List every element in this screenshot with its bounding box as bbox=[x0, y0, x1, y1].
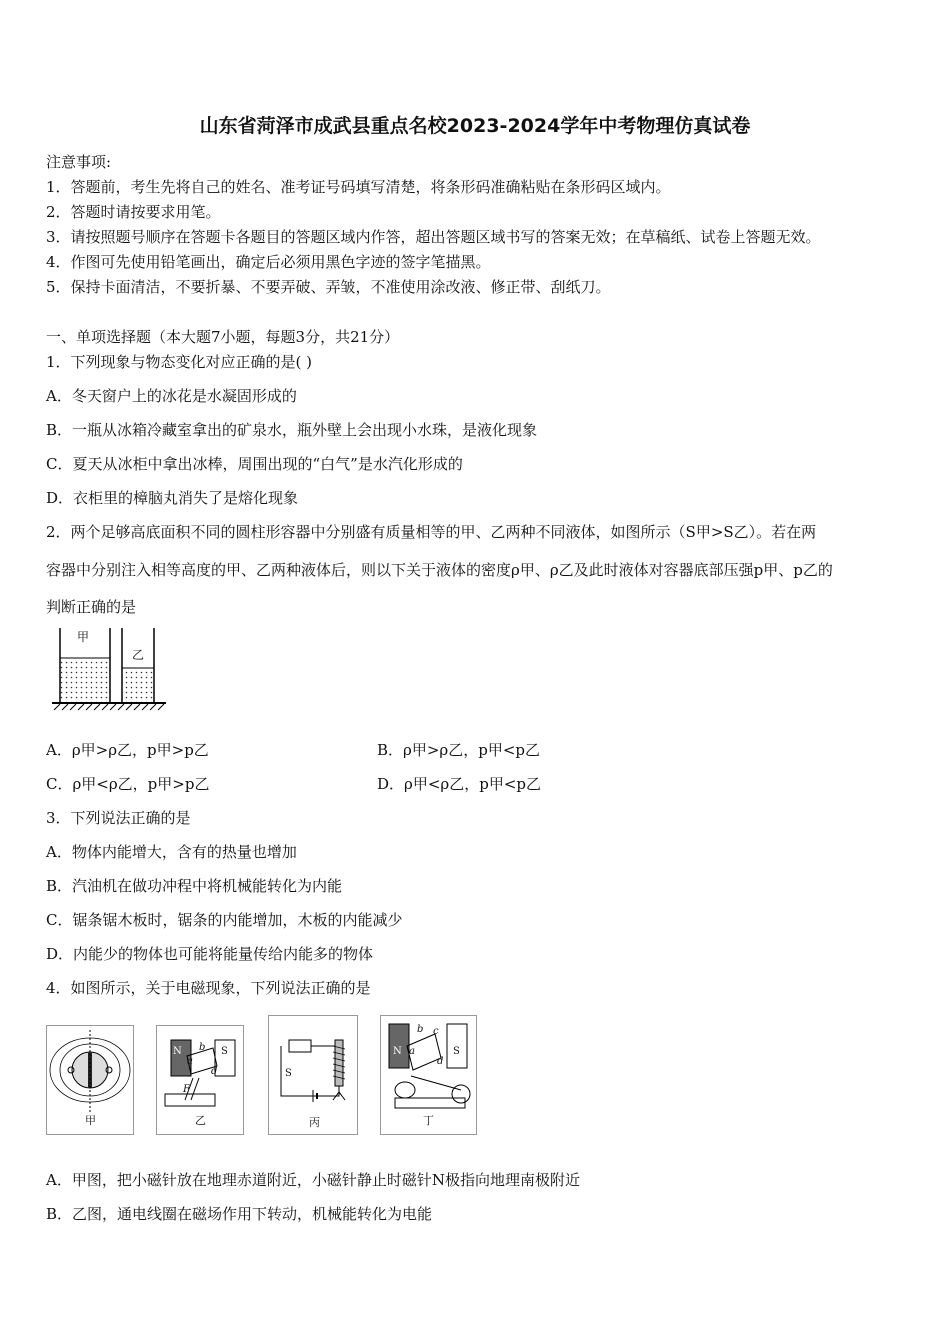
q4-ding-mark-d: d bbox=[437, 1056, 444, 1067]
notice-item: 1．答题前，考生先将自己的姓名、准考证号码填写清楚，将条形码准确粘贴在条形码区域内。 bbox=[46, 178, 671, 196]
q1-option-a: A．冬天窗户上的冰花是水凝固形成的 bbox=[46, 387, 297, 405]
q4-option-b: B．乙图，通电线圈在磁场作用下转动，机械能转化为电能 bbox=[46, 1205, 433, 1223]
notice-item: 3．请按照题号顺序在答题卡各题目的答题区域内作答，超出答题区域书写的答案无效；在草稿纸、试卷上答题无效。 bbox=[46, 228, 821, 246]
q2-label-yi: 乙 bbox=[132, 648, 145, 662]
q3-option-b: B．汽油机在做功冲程中将机械能转化为内能 bbox=[46, 877, 343, 895]
q4-ding-mark-a: a bbox=[409, 1046, 415, 1057]
q2-line-1: 2．两个足够高底面积不同的圆柱形容器中分别盛有质量相等的甲、乙两种不同液体，如图所示（S甲>S乙）。若在两 bbox=[46, 523, 817, 541]
q4-option-a: A．甲图，把小磁针放在地理赤道附近，小磁针静止时磁针N极指向地理南极附近 bbox=[46, 1171, 580, 1189]
q4-yi-mark-f: F bbox=[183, 1084, 190, 1095]
q1-option-d: D．衣柜里的樟脑丸消失了是熔化现象 bbox=[46, 489, 299, 507]
q4-stem: 4．如图所示，关于电磁现象，下列说法正确的是 bbox=[46, 979, 371, 997]
q4-yi-mark-a: a bbox=[187, 1056, 193, 1067]
q4-ding-mark-b: b bbox=[417, 1024, 424, 1035]
q4-figure-jia bbox=[46, 1025, 134, 1135]
q4-caption-jia: 甲 bbox=[85, 1114, 96, 1127]
q4-ding-mark-s: S bbox=[453, 1046, 460, 1057]
q2-label-jia: 甲 bbox=[77, 630, 90, 644]
notice-item: 2．答题时请按要求用笔。 bbox=[46, 203, 221, 221]
q2-line-2: 容器中分别注入相等高度的甲、乙两种液体后，则以下关于液体的密度ρ甲、ρ乙及此时液体对容器底部压强p甲、p乙的 bbox=[46, 561, 833, 579]
notice-heading: 注意事项: bbox=[46, 153, 112, 171]
q4-yi-mark-d: d bbox=[211, 1066, 218, 1077]
q2-line-3: 判断正确的是 bbox=[46, 598, 137, 616]
q4-caption-ding: 丁 bbox=[423, 1114, 434, 1127]
q4-yi-mark-s: S bbox=[221, 1046, 228, 1057]
q1-option-c: C．夏天从冰柜中拿出冰棒，周围出现的“白气”是水汽化形成的 bbox=[46, 455, 463, 473]
q4-ding-mark-n: N bbox=[393, 1046, 402, 1057]
notice-item: 5．保持卡面清洁，不要折暴、不要弄破、弄皱，不准使用涂改液、修正带、刮纸刀。 bbox=[46, 278, 611, 296]
q3-stem: 3．下列说法正确的是 bbox=[46, 809, 191, 827]
q1-option-b: B．一瓶从冰箱冷藏室拿出的矿泉水，瓶外壁上会出现小水珠，是液化现象 bbox=[46, 421, 538, 439]
q2-option-d: D．ρ甲<ρ乙，p甲<p乙 bbox=[377, 775, 542, 793]
q4-bing-mark-s: S bbox=[285, 1068, 292, 1079]
section-heading: 一、单项选择题（本大题7小题，每题3分，共21分） bbox=[46, 328, 400, 346]
q2-option-b: B．ρ甲>ρ乙，p甲<p乙 bbox=[377, 741, 541, 759]
q4-ding-mark-c: c bbox=[433, 1026, 439, 1037]
notice-item: 4．作图可先使用铅笔画出，确定后必须用黑色字迹的签字笔描黑。 bbox=[46, 253, 491, 271]
q4-figure-ding bbox=[380, 1015, 477, 1135]
q4-yi-mark-n: N bbox=[173, 1046, 182, 1057]
q4-figure-yi bbox=[156, 1025, 244, 1135]
page-title: 山东省菏泽市成武县重点名校2023-2024学年中考物理仿真试卷 bbox=[199, 115, 751, 137]
q4-caption-bing: 丙 bbox=[309, 1116, 320, 1129]
q2-containers-figure bbox=[50, 626, 170, 716]
q3-option-a: A．物体内能增大，含有的热量也增加 bbox=[46, 843, 297, 861]
q3-option-c: C．锯条锯木板时，锯条的内能增加，木板的内能减少 bbox=[46, 911, 403, 929]
q4-figure-bing bbox=[268, 1015, 358, 1135]
q3-option-d: D．内能少的物体也可能将能量传给内能多的物体 bbox=[46, 945, 374, 963]
q4-yi-mark-b: b bbox=[199, 1042, 206, 1053]
q2-option-a: A．ρ甲>ρ乙，p甲>p乙 bbox=[46, 741, 209, 759]
q1-stem: 1．下列现象与物态变化对应正确的是( ) bbox=[46, 353, 313, 371]
q4-caption-yi: 乙 bbox=[195, 1114, 206, 1127]
q2-option-c: C．ρ甲<ρ乙，p甲>p乙 bbox=[46, 775, 210, 793]
